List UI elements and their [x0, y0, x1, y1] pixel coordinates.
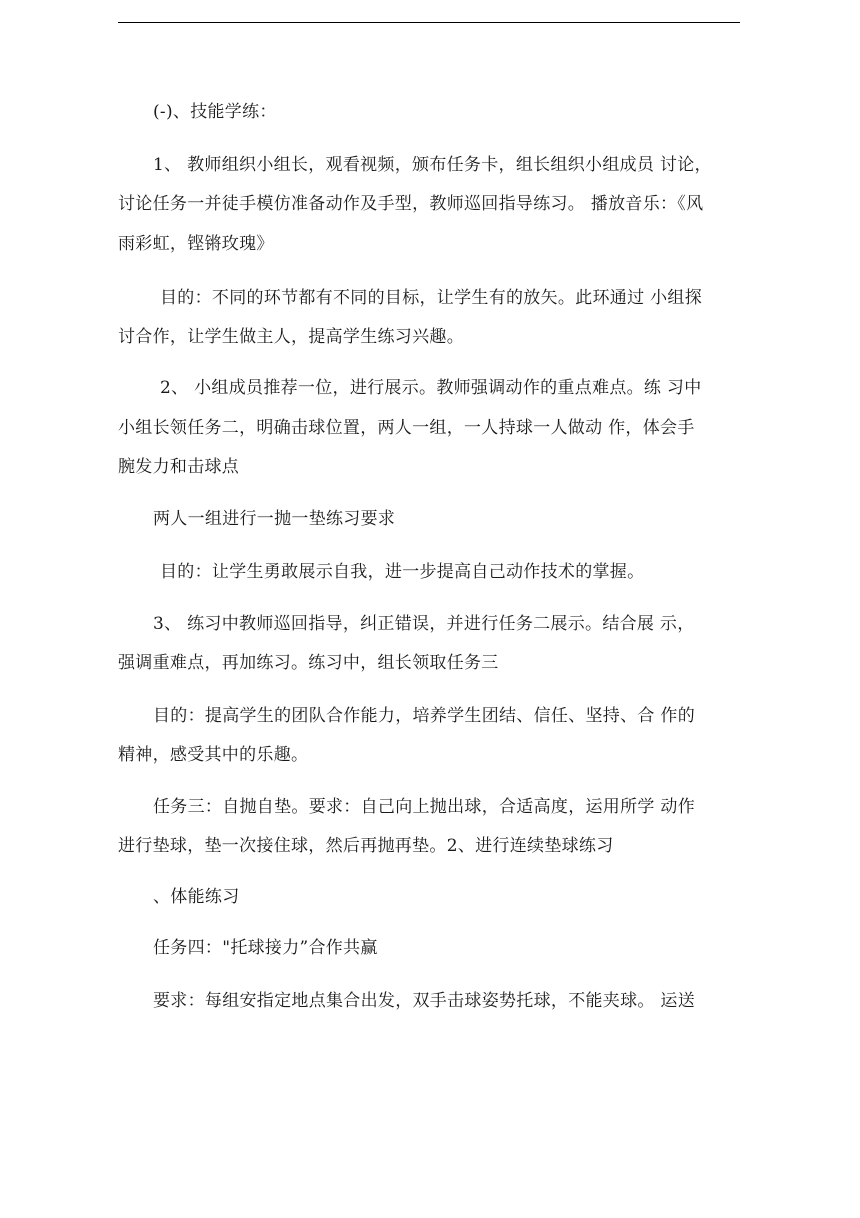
- header-rule: [118, 22, 740, 23]
- task3-line2: 进行垫球，垫一次接住球，然后再抛再垫。2、进行连续垫球练习: [118, 836, 614, 856]
- task4-title: 任务四："托球接力”合作共赢: [153, 938, 378, 958]
- paragraph-step3-line2: 强调重难点，再加练习。练习中，组长领取任务三: [118, 653, 499, 673]
- section-heading-skills: (-)、技能学练：: [153, 102, 277, 122]
- task3-line1: 任务三：自抛自垫。要求：自己向上抛出球，合适高度，运用所学 动作: [153, 797, 696, 817]
- task4-requirement: 要求：每组安指定地点集合出发，双手击球姿势托球，不能夹球。 运送: [153, 991, 696, 1011]
- paragraph-step1-line1: 1、 教师组织小组长，观看视频，颁布任务卡，组长组织小组成员 讨论，: [153, 155, 712, 175]
- paragraph-step2-line1: 2、 小组成员推荐一位，进行展示。教师强调动作的重点难点。练 习中: [160, 378, 702, 398]
- purpose-3-line1: 目的：提高学生的团队合作能力，培养学生团结、信任、坚持、合 作的: [153, 706, 696, 726]
- purpose-2: 目的：让学生勇敢展示自我，进一步提高自己动作技术的掌握。: [160, 562, 645, 582]
- paragraph-step2-line3: 腕发力和击球点: [118, 457, 240, 477]
- paragraph-step2-line2: 小组长领任务二，明确击球位置，两人一组，一人持球一人做动 作，体会手: [118, 418, 695, 438]
- paragraph-step1-line2: 讨论任务一并徒手模仿准备动作及手型，教师巡回指导练习。 播放音乐：《风: [118, 194, 704, 214]
- purpose-3-line2: 精神，感受其中的乐趣。: [118, 745, 309, 765]
- section-heading-fitness: 、体能练习: [153, 887, 240, 907]
- paragraph-step3-line1: 3、 练习中教师巡回指导，纠正错误，并进行任务二展示。结合展 示，: [153, 614, 695, 634]
- purpose-1-line1: 目的：不同的环节都有不同的目标，让学生有的放矢。此环通过 小组探: [160, 288, 703, 308]
- pair-practice-requirement: 两人一组进行一抛一垫练习要求: [153, 509, 396, 529]
- purpose-1-line2: 讨合作，让学生做主人，提高学生练习兴趣。: [118, 327, 464, 347]
- paragraph-step1-line3: 雨彩虹，铿锵玫瑰》: [118, 234, 274, 254]
